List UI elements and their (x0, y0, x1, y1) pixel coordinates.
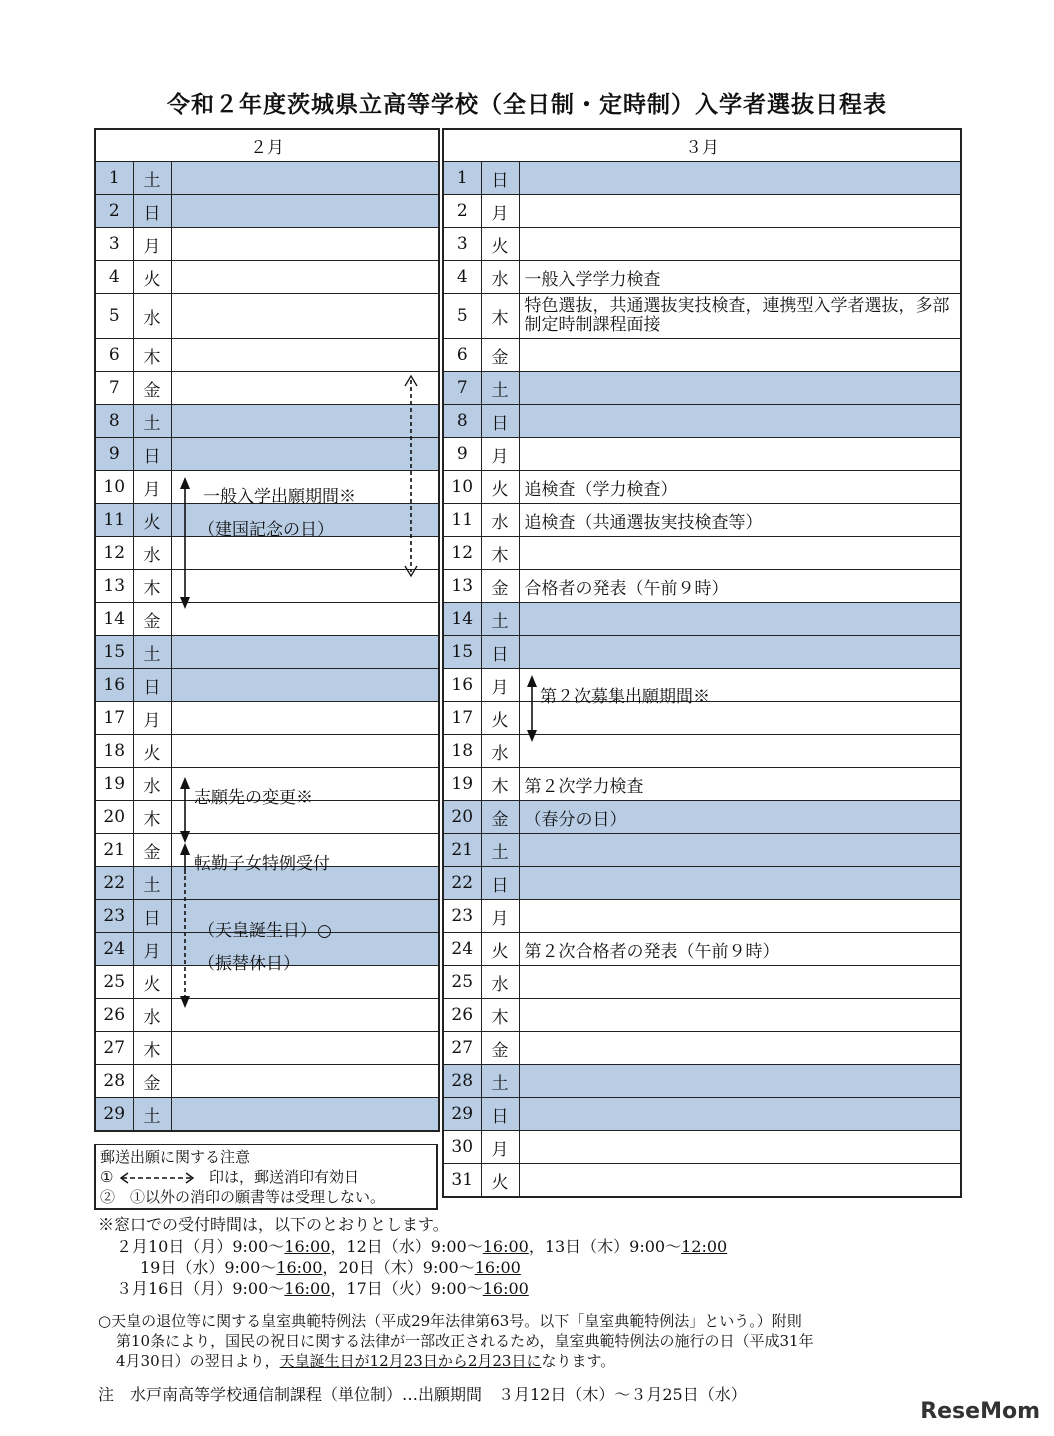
mar-weekday: 金 (481, 339, 519, 372)
feb-weekday: 土 (133, 867, 171, 900)
second-application-period-label: 第２次募集出願期間※ (540, 687, 710, 707)
feb-weekday: 火 (133, 735, 171, 768)
mar-day-number: 21 (443, 834, 481, 867)
mar-weekday: 日 (481, 162, 519, 195)
mar-event: 特色選抜，共通選抜実技検査，連携型入学者選抜，多部制定時制課程面接 (519, 294, 961, 339)
mar-day-number: 29 (443, 1098, 481, 1131)
page-title: 令和２年度茨城県立高等学校（全日制・定時制）入学者選抜日程表 (167, 92, 887, 118)
kenkoku-holiday-label: （建国記念の日） (198, 520, 334, 540)
feb-weekday: 土 (133, 405, 171, 438)
march-header: ３月 (443, 129, 961, 162)
mar-weekday: 火 (481, 1164, 519, 1198)
feb-day-number: 26 (95, 999, 133, 1032)
mar-day-number: 1 (443, 162, 481, 195)
feb-weekday: 火 (133, 504, 171, 537)
mar-day-number: 6 (443, 339, 481, 372)
mar-day-number: 24 (443, 933, 481, 966)
mar-day-number: 9 (443, 438, 481, 471)
emperor-note-line2: 第10条により，国民の祝日に関する法律が一部改正されるため，皇室典範特例法の施行の日（平成31年 (116, 1332, 814, 1350)
feb-weekday: 月 (133, 933, 171, 966)
feb-day-number: 25 (95, 966, 133, 999)
hours-line1: ２月10日（月）9:00〜16:00，12日（水）9:00〜16:00，13日（木）9:00〜12:00 (116, 1237, 728, 1256)
feb-day-number: 21 (95, 834, 133, 867)
feb-weekday: 日 (133, 438, 171, 471)
mar-event: （春分の日） (519, 801, 961, 834)
mail-note-title: 郵送出願に関する注意 (100, 1148, 251, 1166)
feb-weekday: 日 (133, 900, 171, 933)
mar-day-number: 26 (443, 999, 481, 1032)
feb-day-number: 11 (95, 504, 133, 537)
feb-weekday: 金 (133, 603, 171, 636)
feb-weekday: 日 (133, 669, 171, 702)
feb-day-number: 15 (95, 636, 133, 669)
mar-weekday: 木 (481, 294, 519, 339)
feb-day-number: 24 (95, 933, 133, 966)
feb-day-number: 18 (95, 735, 133, 768)
mar-weekday: 日 (481, 867, 519, 900)
mar-day-number: 30 (443, 1131, 481, 1164)
mar-day-number: 23 (443, 900, 481, 933)
mar-day-number: 19 (443, 768, 481, 801)
mar-day-number: 11 (443, 504, 481, 537)
mar-day-number: 16 (443, 669, 481, 702)
emperor-note-line3: 4月30日）の翌日より，天皇誕生日が12月23日から2月23日になります。 (116, 1352, 616, 1370)
mar-day-number: 12 (443, 537, 481, 570)
feb-day-number: 12 (95, 537, 133, 570)
mar-weekday: 火 (481, 228, 519, 261)
hours-line2: 19日（水）9:00〜16:00，20日（木）9:00〜16:00 (140, 1258, 521, 1277)
feb-weekday: 土 (133, 636, 171, 669)
feb-day-number: 28 (95, 1065, 133, 1098)
mar-weekday: 日 (481, 405, 519, 438)
feb-day-number: 10 (95, 471, 133, 504)
mar-weekday: 日 (481, 1098, 519, 1131)
mar-day-number: 20 (443, 801, 481, 834)
feb-day-number: 4 (95, 261, 133, 294)
mar-weekday: 金 (481, 570, 519, 603)
mar-day-number: 25 (443, 966, 481, 999)
mar-day-number: 2 (443, 195, 481, 228)
feb-day-number: 22 (95, 867, 133, 900)
change-destination-label: 志願先の変更※ (194, 788, 313, 808)
mar-day-number: 14 (443, 603, 481, 636)
feb-weekday: 火 (133, 966, 171, 999)
feb-weekday: 木 (133, 570, 171, 603)
feb-weekday: 水 (133, 768, 171, 801)
mar-day-number: 22 (443, 867, 481, 900)
feb-day-number: 16 (95, 669, 133, 702)
feb-day-number: 7 (95, 372, 133, 405)
emperor-birthday-label: （天皇誕生日）○ (198, 921, 332, 941)
mar-day-number: 31 (443, 1164, 481, 1198)
feb-day-number: 3 (95, 228, 133, 261)
transfer-children-label: 転勤子女特例受付 (194, 854, 330, 874)
hours-line3: ３月16日（月）9:00〜16:00，17日（火）9:00〜16:00 (116, 1279, 529, 1298)
feb-weekday: 金 (133, 1065, 171, 1098)
feb-weekday: 月 (133, 471, 171, 504)
mar-weekday: 月 (481, 438, 519, 471)
mar-weekday: 日 (481, 636, 519, 669)
feb-weekday: 水 (133, 294, 171, 339)
feb-weekday: 土 (133, 1098, 171, 1132)
feb-day-number: 13 (95, 570, 133, 603)
mar-weekday: 火 (481, 702, 519, 735)
mar-weekday: 金 (481, 1032, 519, 1065)
mar-weekday: 金 (481, 801, 519, 834)
mar-weekday: 土 (481, 834, 519, 867)
feb-weekday: 水 (133, 999, 171, 1032)
mar-day-number: 3 (443, 228, 481, 261)
mar-weekday: 火 (481, 933, 519, 966)
mar-weekday: 土 (481, 372, 519, 405)
feb-day-number: 19 (95, 768, 133, 801)
mar-event: 追検査（共通選抜実技検査等） (519, 504, 961, 537)
feb-day-number: 27 (95, 1032, 133, 1065)
mar-day-number: 28 (443, 1065, 481, 1098)
feb-weekday: 月 (133, 702, 171, 735)
feb-weekday: 木 (133, 801, 171, 834)
mar-day-number: 4 (443, 261, 481, 294)
mar-weekday: 月 (481, 669, 519, 702)
mar-weekday: 水 (481, 966, 519, 999)
substitute-holiday-label: （振替休日） (198, 954, 300, 974)
mar-day-number: 17 (443, 702, 481, 735)
feb-weekday: 金 (133, 834, 171, 867)
feb-weekday: 月 (133, 228, 171, 261)
mar-day-number: 10 (443, 471, 481, 504)
mail-note-line1: ① 印は，郵送消印有効日 (100, 1168, 360, 1186)
feb-weekday: 木 (133, 339, 171, 372)
mar-weekday: 火 (481, 471, 519, 504)
mail-application-note (94, 1144, 438, 1210)
mar-day-number: 18 (443, 735, 481, 768)
mar-weekday: 月 (481, 195, 519, 228)
mar-event: 第２次学力検査 (519, 768, 961, 801)
mar-weekday: 木 (481, 537, 519, 570)
emperor-note-line1: ○天皇の退位等に関する皇室典範特例法（平成29年法律第63号。以下「皇室典範特例法」という。）附則 (98, 1312, 802, 1330)
mar-weekday: 水 (481, 504, 519, 537)
mar-weekday: 月 (481, 1131, 519, 1164)
feb-day-number: 5 (95, 294, 133, 339)
mar-weekday: 水 (481, 735, 519, 768)
mar-day-number: 13 (443, 570, 481, 603)
feb-day-number: 17 (95, 702, 133, 735)
ippan-application-period-label: 一般入学出願期間※ (203, 487, 356, 507)
mar-day-number: 7 (443, 372, 481, 405)
feb-day-number: 9 (95, 438, 133, 471)
mar-weekday: 木 (481, 999, 519, 1032)
mar-day-number: 15 (443, 636, 481, 669)
mar-day-number: 5 (443, 294, 481, 339)
feb-day-number: 20 (95, 801, 133, 834)
mar-event: 第２次合格者の発表（午前９時） (519, 933, 961, 966)
mar-weekday: 木 (481, 768, 519, 801)
mar-event: 合格者の発表（午前９時） (519, 570, 961, 603)
correspondence-course-footnote: 注 水戸南高等学校通信制課程（単位制）…出願期間 ３月12日（木）〜３月25日（水） (98, 1385, 747, 1404)
mar-day-number: 8 (443, 405, 481, 438)
hours-intro: ※窓口での受付時間は，以下のとおりとします。 (98, 1215, 449, 1234)
february-header: ２月 (95, 129, 439, 162)
mar-event: 追検査（学力検査） (519, 471, 961, 504)
feb-weekday: 土 (133, 162, 171, 195)
feb-day-number: 1 (95, 162, 133, 195)
feb-day-number: 8 (95, 405, 133, 438)
resemom-logo: ReseMom (920, 1399, 1040, 1424)
mar-event: 一般入学学力検査 (519, 261, 961, 294)
feb-day-number: 23 (95, 900, 133, 933)
dashed-arrow-icon (118, 1172, 196, 1184)
feb-day-number: 6 (95, 339, 133, 372)
feb-weekday: 水 (133, 537, 171, 570)
feb-weekday: 日 (133, 195, 171, 228)
feb-day-number: 2 (95, 195, 133, 228)
mar-day-number: 27 (443, 1032, 481, 1065)
feb-day-number: 29 (95, 1098, 133, 1132)
feb-day-number: 14 (95, 603, 133, 636)
mar-weekday: 月 (481, 900, 519, 933)
mar-weekday: 土 (481, 1065, 519, 1098)
mail-note-line2: ② ①以外の消印の願書等は受理しない。 (100, 1188, 386, 1206)
feb-weekday: 金 (133, 372, 171, 405)
feb-weekday: 火 (133, 261, 171, 294)
feb-weekday: 木 (133, 1032, 171, 1065)
mar-weekday: 土 (481, 603, 519, 636)
mar-weekday: 水 (481, 261, 519, 294)
